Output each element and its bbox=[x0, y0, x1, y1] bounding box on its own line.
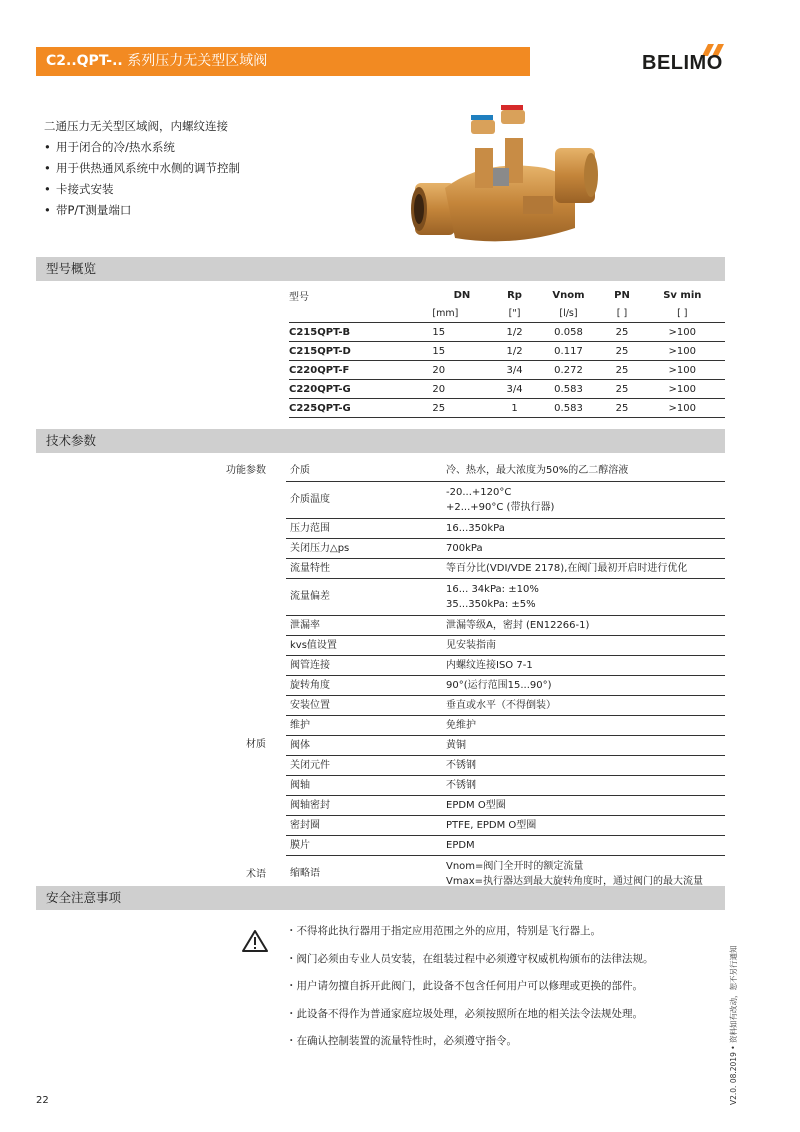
brand-logo: BELIMO bbox=[642, 52, 723, 74]
unit-cell: [ ] bbox=[640, 304, 725, 323]
table-row bbox=[200, 518, 725, 538]
param-name: 关闭压力△ps bbox=[286, 538, 442, 558]
table-row bbox=[200, 775, 725, 795]
unit-cell: [ ] bbox=[604, 304, 639, 323]
param-name: 维护 bbox=[286, 715, 442, 735]
param-value: PTFE, EPDM O型圈 bbox=[442, 815, 725, 835]
table-row bbox=[289, 342, 725, 361]
column-header: DN bbox=[453, 289, 471, 301]
param-value: EPDM bbox=[442, 835, 725, 855]
table-row bbox=[200, 715, 725, 735]
section-header-tech: 技术参数 bbox=[36, 429, 725, 453]
param-name: kvs值设置 bbox=[286, 635, 442, 655]
table-cell: 0.058 bbox=[533, 323, 605, 342]
section-header-safety: 安全注意事项 bbox=[36, 886, 725, 910]
table-cell: 0.583 bbox=[533, 380, 605, 399]
table-row bbox=[200, 481, 725, 518]
param-name: 介质 bbox=[286, 461, 442, 481]
table-cell: >100 bbox=[640, 323, 725, 342]
column-header: PN bbox=[614, 289, 630, 301]
param-name: 流量特性 bbox=[286, 558, 442, 578]
param-value: 90°(运行范围15...90°) bbox=[442, 675, 725, 695]
param-name: 阀管连接 bbox=[286, 655, 442, 675]
param-value: 内螺纹连接ISO 7-1 bbox=[442, 655, 725, 675]
table-cell: 0.272 bbox=[533, 361, 605, 380]
param-name: 缩略语 bbox=[286, 855, 442, 892]
column-header: Sv min bbox=[663, 289, 702, 301]
table-cell: 3/4 bbox=[497, 361, 533, 380]
table-cell: >100 bbox=[640, 361, 725, 380]
param-name: 阀体 bbox=[286, 735, 442, 755]
table-cell: 25 bbox=[604, 342, 639, 361]
table-row bbox=[200, 558, 725, 578]
param-value: 700kPa bbox=[442, 538, 725, 558]
table-cell: 3/4 bbox=[497, 380, 533, 399]
intro-lead: 二通压力无关型区域阀，内螺纹连接 bbox=[44, 119, 228, 133]
category-label: 功能参数 bbox=[226, 465, 266, 476]
unit-cell bbox=[289, 304, 427, 323]
table-row bbox=[200, 795, 725, 815]
column-header: Vnom bbox=[552, 289, 585, 301]
table-cell: 15 bbox=[427, 342, 496, 361]
category-label: 材质 bbox=[246, 739, 266, 750]
param-name: 关闭元件 bbox=[286, 755, 442, 775]
table-cell: 20 bbox=[427, 380, 496, 399]
unit-cell: [l/s] bbox=[533, 304, 605, 323]
table-row bbox=[200, 835, 725, 855]
param-name: 膜片 bbox=[286, 835, 442, 855]
table-row bbox=[200, 695, 725, 715]
feature-item: • 带P/T测量端口 bbox=[44, 200, 240, 221]
param-value: -20...+120°C bbox=[446, 486, 512, 498]
table-cell: >100 bbox=[640, 399, 725, 418]
unit-cell: ["] bbox=[497, 304, 533, 323]
table-header-row bbox=[289, 286, 725, 304]
model-cell: C225QPT-G bbox=[289, 399, 427, 418]
valve-product-image bbox=[405, 88, 605, 253]
table-cell: 25 bbox=[604, 399, 639, 418]
table-units-row bbox=[289, 304, 725, 323]
table-row bbox=[200, 615, 725, 635]
table-row bbox=[200, 755, 725, 775]
column-header: Rp bbox=[507, 289, 522, 301]
param-value: 35...350kPa: ±5% bbox=[446, 598, 536, 610]
feature-item: • 用于闭合的冷/热水系统 bbox=[44, 137, 240, 158]
section-header-models: 型号概览 bbox=[36, 257, 725, 281]
title-series: 系列压力无关型区域阀 bbox=[122, 53, 268, 69]
safety-item: ・用户请勿擅自拆开此阀门，此设备不包含任何用户可以修理或更换的部件。 bbox=[286, 980, 643, 993]
table-row bbox=[289, 399, 725, 418]
param-name: 密封圈 bbox=[286, 815, 442, 835]
model-overview-table bbox=[289, 286, 725, 418]
feature-list bbox=[44, 137, 240, 221]
table-cell: 1 bbox=[497, 399, 533, 418]
table-row bbox=[200, 815, 725, 835]
safety-item: ・此设备不得作为普通家庭垃圾处理，必须按照所在地的相关法令法规处理。 bbox=[286, 1007, 643, 1020]
param-name: 安装位置 bbox=[286, 695, 442, 715]
warning-icon bbox=[242, 929, 268, 953]
param-value: 16... 34kPa: ±10% bbox=[446, 583, 539, 595]
param-value: 16...350kPa bbox=[442, 518, 725, 538]
model-cell: C215QPT-D bbox=[289, 342, 427, 361]
param-name: 阀轴 bbox=[286, 775, 442, 795]
param-value: 免维护 bbox=[442, 715, 725, 735]
table-cell: 25 bbox=[604, 323, 639, 342]
column-header: 型号 bbox=[289, 291, 309, 303]
param-value: Vnom=阀门全开时的额定流量 bbox=[446, 860, 584, 872]
param-value: +2...+90°C (带执行器) bbox=[446, 501, 555, 513]
feature-item: • 卡接式安装 bbox=[44, 179, 240, 200]
param-value: 泄漏等级A，密封 (EN12266-1) bbox=[442, 615, 725, 635]
table-cell: 20 bbox=[427, 361, 496, 380]
param-name: 旋转角度 bbox=[286, 675, 442, 695]
table-cell: 25 bbox=[427, 399, 496, 418]
safety-notes bbox=[286, 918, 654, 1056]
tech-spec-table bbox=[200, 461, 725, 893]
category-label: 术语 bbox=[246, 869, 266, 880]
param-name: 阀轴密封 bbox=[286, 795, 442, 815]
table-row bbox=[200, 578, 725, 615]
table-row bbox=[200, 461, 725, 481]
table-cell: 1/2 bbox=[497, 342, 533, 361]
feature-item: • 用于供热通风系统中水侧的调节控制 bbox=[44, 158, 240, 179]
page-title bbox=[36, 47, 530, 76]
table-cell: 0.117 bbox=[533, 342, 605, 361]
table-cell: >100 bbox=[640, 380, 725, 399]
param-name: 流量偏差 bbox=[286, 578, 442, 615]
param-value: 垂直或水平（不得倒装） bbox=[442, 695, 725, 715]
param-value: 见安装指南 bbox=[442, 635, 725, 655]
param-value: 不锈钢 bbox=[442, 755, 725, 775]
model-cell: C220QPT-F bbox=[289, 361, 427, 380]
param-value: 不锈钢 bbox=[442, 775, 725, 795]
safety-item: ・在确认控制装置的流量特性时，必须遵守指令。 bbox=[286, 1035, 517, 1048]
param-name: 泄漏率 bbox=[286, 615, 442, 635]
table-row bbox=[200, 538, 725, 558]
model-cell: C220QPT-G bbox=[289, 380, 427, 399]
param-value: Vmax=执行器达到最大旋转角度时，通过阀门的最大流量 bbox=[446, 875, 704, 887]
table-row bbox=[289, 361, 725, 380]
table-row bbox=[200, 635, 725, 655]
table-row bbox=[200, 675, 725, 695]
safety-item: ・不得将此执行器用于指定应用范围之外的应用，特别是飞行器上。 bbox=[286, 925, 601, 937]
version-note: V2.0. 08.2019 • 资料如有改动，恕不另行通知 bbox=[729, 945, 738, 1105]
page-number: 22 bbox=[36, 1095, 49, 1106]
table-cell: 25 bbox=[604, 361, 639, 380]
table-cell: 1/2 bbox=[497, 323, 533, 342]
table-row bbox=[289, 380, 725, 399]
param-value: 黄铜 bbox=[442, 735, 725, 755]
unit-cell: [mm] bbox=[427, 304, 496, 323]
table-cell: 25 bbox=[604, 380, 639, 399]
param-name: 介质温度 bbox=[286, 481, 442, 518]
title-model: C2..QPT-.. bbox=[46, 53, 123, 69]
model-cell: C215QPT-B bbox=[289, 323, 427, 342]
table-row bbox=[200, 735, 725, 755]
param-value: 等百分比(VDI/VDE 2178),在阀门最初开启时进行优化 bbox=[442, 558, 725, 578]
table-row bbox=[289, 323, 725, 342]
table-row bbox=[200, 655, 725, 675]
table-cell: 0.583 bbox=[533, 399, 605, 418]
param-name: 压力范围 bbox=[286, 518, 442, 538]
table-cell: 15 bbox=[427, 323, 496, 342]
intro-block bbox=[44, 116, 240, 221]
param-value: 冷、热水，最大浓度为50%的乙二醇溶液 bbox=[442, 461, 725, 481]
safety-item: ・阀门必须由专业人员安装，在组装过程中必须遵守权威机构颁布的法律法规。 bbox=[286, 952, 654, 965]
param-value: EPDM O型圈 bbox=[442, 795, 725, 815]
table-cell: >100 bbox=[640, 342, 725, 361]
